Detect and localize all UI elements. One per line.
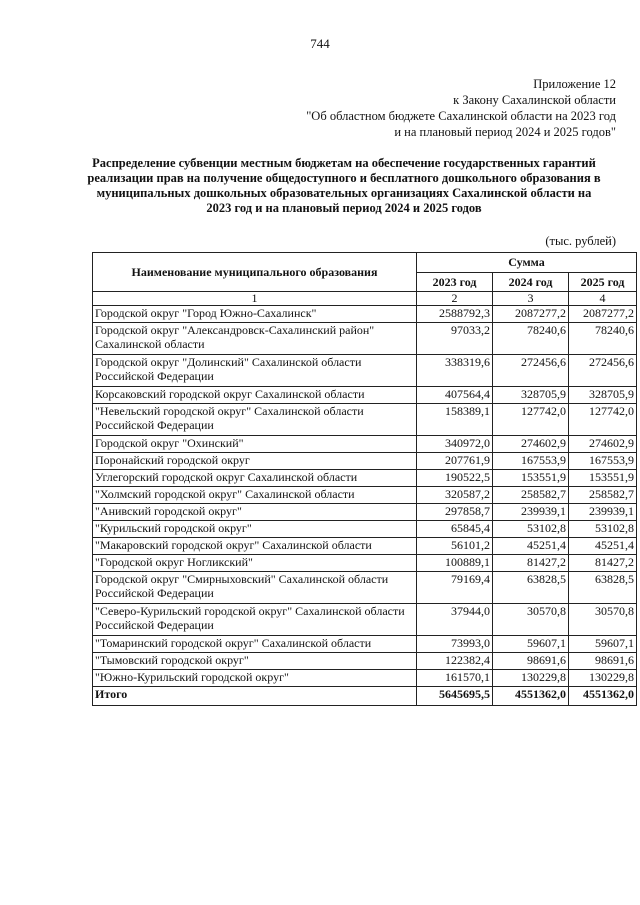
amount-2023: 338319,6 xyxy=(417,355,493,387)
amount-2025: 63828,5 xyxy=(569,572,637,604)
amount-2023: 122382,4 xyxy=(417,653,493,670)
amount-2025: 274602,9 xyxy=(569,436,637,453)
municipality-name: "Курильский городской округ" xyxy=(93,521,417,538)
table-row xyxy=(93,323,637,355)
amount-2024: 167553,9 xyxy=(493,453,569,470)
table-row xyxy=(93,538,637,555)
amount-2025: 272456,6 xyxy=(569,355,637,387)
table-row xyxy=(93,521,637,538)
total-2025: 4551362,0 xyxy=(569,687,637,706)
amount-2024: 2087277,2 xyxy=(493,306,569,323)
municipality-name: Корсаковский городской округ Сахалинской области xyxy=(93,387,417,404)
municipality-name: "Анивский городской округ" xyxy=(93,504,417,521)
table-row xyxy=(93,555,637,572)
amount-2023: 297858,7 xyxy=(417,504,493,521)
table-row xyxy=(93,453,637,470)
amount-2025: 258582,7 xyxy=(569,487,637,504)
column-number: 2 xyxy=(417,292,493,306)
amount-2023: 2588792,3 xyxy=(417,306,493,323)
amount-2024: 53102,8 xyxy=(493,521,569,538)
column-number: 3 xyxy=(493,292,569,306)
amount-2024: 81427,2 xyxy=(493,555,569,572)
table-row xyxy=(93,670,637,687)
amount-2025: 78240,6 xyxy=(569,323,637,355)
amount-2024: 258582,7 xyxy=(493,487,569,504)
appendix-line: к Закону Сахалинской области xyxy=(453,93,616,107)
header-year-2024: 2024 год xyxy=(493,273,569,292)
table-row xyxy=(93,504,637,521)
appendix-line: и на плановый период 2024 и 2025 годов" xyxy=(394,125,616,139)
amount-2025: 153551,9 xyxy=(569,470,637,487)
table-row xyxy=(93,653,637,670)
amount-2025: 53102,8 xyxy=(569,521,637,538)
municipality-name: "Северо-Курильский городской округ" Сахалинской области Российской Федерации xyxy=(93,604,417,636)
document-title: Распределение субвенции местным бюджетам на обеспечение государственных гарантий реализации прав на получение общедоступного и бесплатного дошкольного образования в муниципальных дошкольных образовательных организациях Сахалинской области на 2023 год и на плановый период 2024 и 2025 годов xyxy=(87,156,601,215)
amount-2024: 78240,6 xyxy=(493,323,569,355)
header-year-2025: 2025 год xyxy=(569,273,637,292)
amount-2024: 153551,9 xyxy=(493,470,569,487)
table-row xyxy=(93,470,637,487)
amount-2024: 45251,4 xyxy=(493,538,569,555)
amount-2024: 272456,6 xyxy=(493,355,569,387)
municipality-name: Поронайский городской округ xyxy=(93,453,417,470)
amount-2023: 37944,0 xyxy=(417,604,493,636)
amount-2024: 59607,1 xyxy=(493,636,569,653)
units-label: (тыс. рублей) xyxy=(545,234,616,248)
municipality-name: "Южно-Курильский городской округ" xyxy=(93,670,417,687)
amount-2025: 239939,1 xyxy=(569,504,637,521)
amount-2025: 30570,8 xyxy=(569,604,637,636)
amount-2023: 407564,4 xyxy=(417,387,493,404)
table-row xyxy=(93,355,637,387)
municipality-name: "Холмский городской округ" Сахалинской области xyxy=(93,487,417,504)
table-row xyxy=(93,436,637,453)
amount-2025: 45251,4 xyxy=(569,538,637,555)
table-row xyxy=(93,404,637,436)
amount-2025: 59607,1 xyxy=(569,636,637,653)
amount-2023: 320587,2 xyxy=(417,487,493,504)
municipality-name: Углегорский городской округ Сахалинской области xyxy=(93,470,417,487)
amount-2024: 98691,6 xyxy=(493,653,569,670)
page-number: 744 xyxy=(310,36,330,51)
amount-2024: 328705,9 xyxy=(493,387,569,404)
table-row xyxy=(93,604,637,636)
amount-2023: 100889,1 xyxy=(417,555,493,572)
municipality-name: "Макаровский городской округ" Сахалинской области xyxy=(93,538,417,555)
column-number: 4 xyxy=(569,292,637,306)
municipality-name: Городской округ "Смирныховский" Сахалинской области Российской Федерации xyxy=(93,572,417,604)
municipality-name: Городской округ "Александровск-Сахалинский район" Сахалинской области xyxy=(93,323,417,355)
amount-2024: 63828,5 xyxy=(493,572,569,604)
total-label: Итого xyxy=(93,687,417,706)
amount-2023: 79169,4 xyxy=(417,572,493,604)
amount-2024: 239939,1 xyxy=(493,504,569,521)
amount-2024: 127742,0 xyxy=(493,404,569,436)
amount-2023: 340972,0 xyxy=(417,436,493,453)
municipality-name: "Городской округ Ногликский" xyxy=(93,555,417,572)
amount-2023: 97033,2 xyxy=(417,323,493,355)
appendix-line: "Об областном бюджете Сахалинской области на 2023 год xyxy=(306,109,616,123)
table-row xyxy=(93,636,637,653)
municipality-name: "Тымовский городской округ" xyxy=(93,653,417,670)
amount-2025: 81427,2 xyxy=(569,555,637,572)
total-2024: 4551362,0 xyxy=(493,687,569,706)
municipality-name: "Невельский городской округ" Сахалинской области Российской Федерации xyxy=(93,404,417,436)
municipality-name: Городской округ "Охинский" xyxy=(93,436,417,453)
amount-2024: 274602,9 xyxy=(493,436,569,453)
amount-2025: 328705,9 xyxy=(569,387,637,404)
table-row xyxy=(93,487,637,504)
appendix-header xyxy=(306,76,616,140)
amount-2023: 65845,4 xyxy=(417,521,493,538)
table-row xyxy=(93,572,637,604)
amount-2025: 127742,0 xyxy=(569,404,637,436)
amount-2023: 161570,1 xyxy=(417,670,493,687)
amount-2024: 30570,8 xyxy=(493,604,569,636)
amount-2025: 167553,9 xyxy=(569,453,637,470)
table-row xyxy=(93,306,637,323)
total-2023: 5645695,5 xyxy=(417,687,493,706)
header-sum: Сумма xyxy=(417,253,637,273)
municipality-name: "Томаринский городской округ" Сахалинской области xyxy=(93,636,417,653)
amount-2023: 158389,1 xyxy=(417,404,493,436)
appendix-line: Приложение 12 xyxy=(533,77,616,91)
subvention-table xyxy=(92,252,637,706)
amount-2025: 130229,8 xyxy=(569,670,637,687)
municipality-name: Городской округ "Долинский" Сахалинской области Российской Федерации xyxy=(93,355,417,387)
column-number: 1 xyxy=(93,292,417,306)
header-year-2023: 2023 год xyxy=(417,273,493,292)
amount-2023: 73993,0 xyxy=(417,636,493,653)
amount-2023: 207761,9 xyxy=(417,453,493,470)
municipality-name: Городской округ "Город Южно-Сахалинск" xyxy=(93,306,417,323)
amount-2023: 56101,2 xyxy=(417,538,493,555)
amount-2025: 2087277,2 xyxy=(569,306,637,323)
total-row xyxy=(93,687,637,706)
amount-2023: 190522,5 xyxy=(417,470,493,487)
table-row xyxy=(93,387,637,404)
amount-2024: 130229,8 xyxy=(493,670,569,687)
amount-2025: 98691,6 xyxy=(569,653,637,670)
table-body xyxy=(93,306,637,687)
header-municipality: Наименование муниципального образования xyxy=(93,253,417,292)
